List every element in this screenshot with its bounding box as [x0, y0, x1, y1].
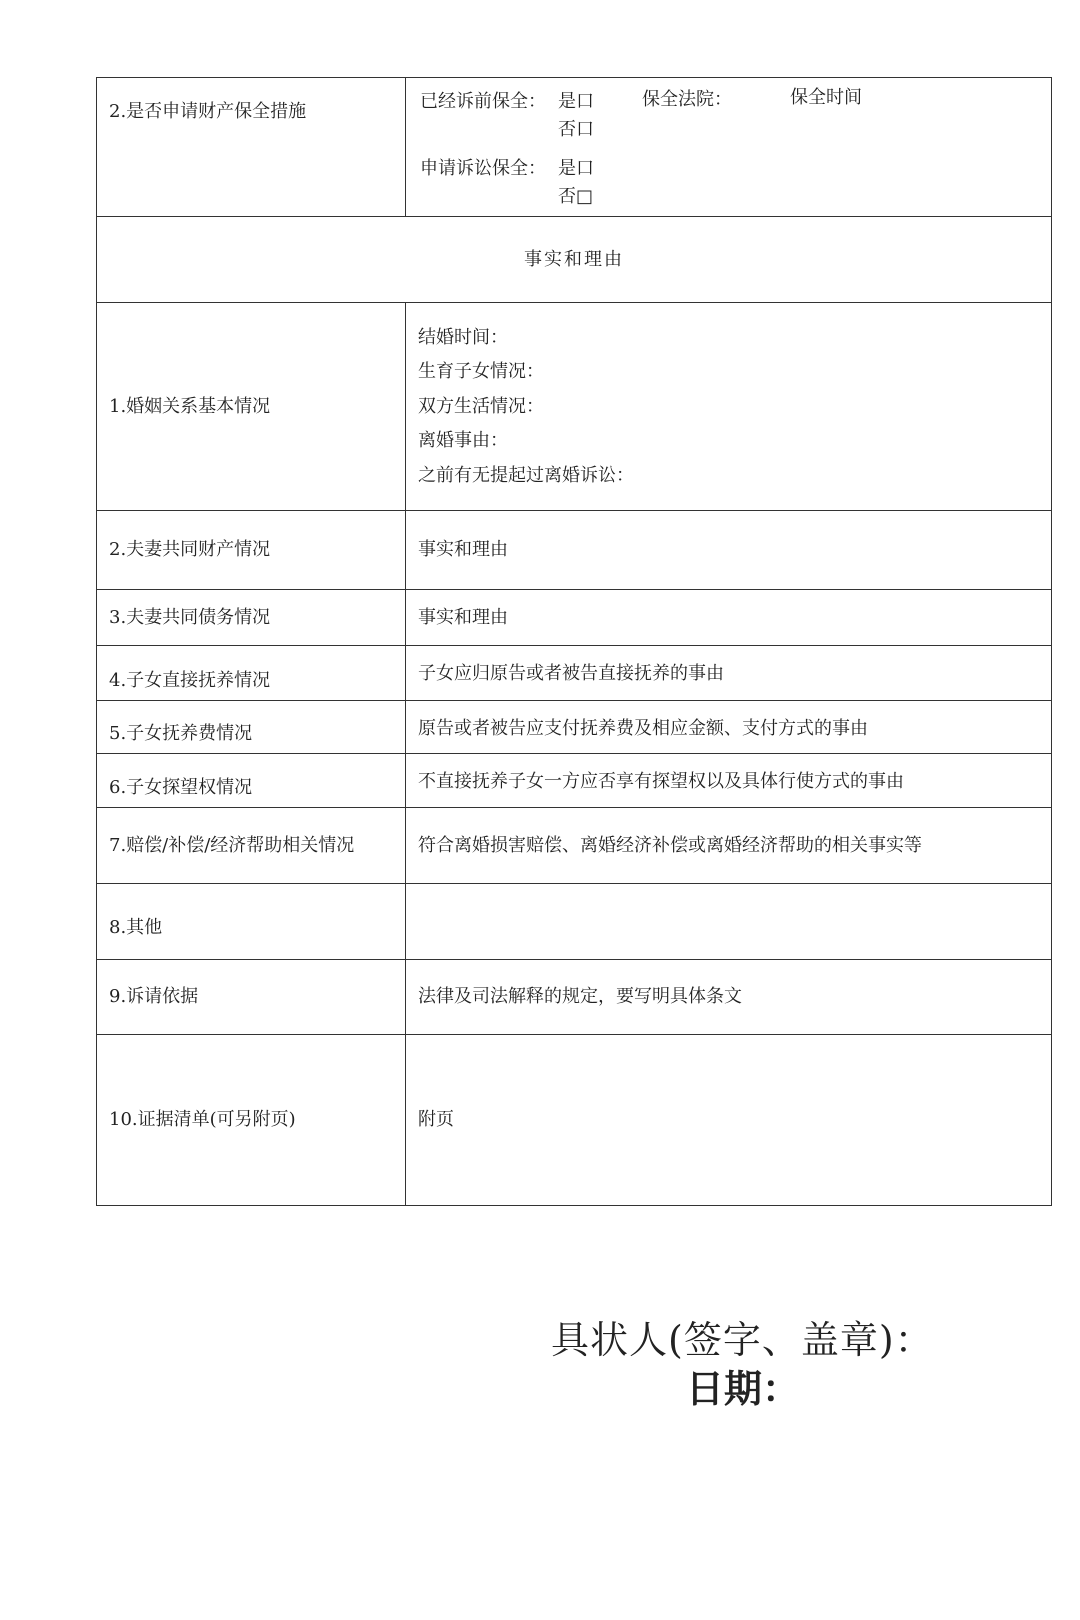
preservation-label: 2.是否申请财产保全措施 [97, 78, 406, 217]
section-title: 事实和理由 [97, 217, 1052, 303]
row-content: 不直接抚养子女一方应否享有探望权以及具体行使方式的事由 [406, 754, 1052, 808]
signature-label: 具状人(签字、盖章)： [551, 1318, 934, 1362]
marriage-details [406, 303, 1052, 511]
preservation-row [97, 78, 1052, 217]
marriage-line: 生育子女情况： [418, 361, 544, 383]
row-label: 7.赔偿/补偿/经济帮助相关情况 [97, 808, 406, 884]
row-label: 8.其他 [97, 884, 406, 960]
row-content [406, 884, 1052, 960]
marriage-line: 离婚事由： [418, 430, 508, 452]
litigation-label: 申请诉讼保全： [420, 158, 546, 179]
row-content: 事实和理由 [406, 511, 1052, 590]
row-content: 符合离婚损害赔偿、离婚经济补偿或离婚经济帮助的相关事实等 [406, 808, 1052, 884]
row-content: 事实和理由 [406, 590, 1052, 646]
litigation-no-checkbox[interactable]: 否□ [558, 186, 594, 207]
marriage-line: 之前有无提起过离婚诉讼： [418, 464, 634, 486]
row-label: 6.子女探望权情况 [97, 754, 406, 808]
pre-suit-yes-checkbox[interactable]: 是口 [558, 91, 594, 112]
row-content: 附页 [406, 1035, 1052, 1206]
table-row [97, 511, 1052, 590]
row-label: 10.证据清单(可另附页) [97, 1035, 406, 1206]
section-title-row [97, 217, 1052, 303]
pre-suit-label: 已经诉前保全： [420, 91, 546, 112]
table-row [97, 884, 1052, 960]
litigation-yes-checkbox[interactable]: 是口 [558, 158, 594, 179]
table-row [97, 808, 1052, 884]
row-label: 2.夫妻共同财产情况 [97, 511, 406, 590]
row-label: 9.诉请依据 [97, 960, 406, 1035]
table-row [97, 1035, 1052, 1206]
row-label: 5.子女抚养费情况 [97, 701, 406, 754]
marriage-label: 1.婚姻关系基本情况 [97, 303, 406, 511]
table-row [97, 590, 1052, 646]
row-content: 原告或者被告应支付抚养费及相应金额、支付方式的事由 [406, 701, 1052, 754]
row-label: 3.夫妻共同债务情况 [97, 590, 406, 646]
table-row [97, 646, 1052, 701]
marriage-row [97, 303, 1052, 511]
marriage-line: 结婚时间： [418, 327, 508, 349]
table-row [97, 960, 1052, 1035]
complaint-form-table [96, 77, 1052, 1206]
table-row [97, 701, 1052, 754]
row-label: 4.子女直接抚养情况 [97, 646, 406, 701]
row-content: 子女应归原告或者被告直接抚养的事由 [406, 646, 1052, 701]
date-label: 日期： [686, 1366, 801, 1411]
row-content: 法律及司法解释的规定，要写明具体条文 [406, 960, 1052, 1035]
court-label: 保全法院： [642, 89, 732, 110]
table-row [97, 754, 1052, 808]
pre-suit-no-checkbox[interactable]: 否口 [558, 119, 594, 140]
marriage-line: 双方生活情况： [418, 395, 544, 417]
preservation-options [406, 78, 1052, 217]
time-label: 保全时间 [790, 87, 862, 108]
